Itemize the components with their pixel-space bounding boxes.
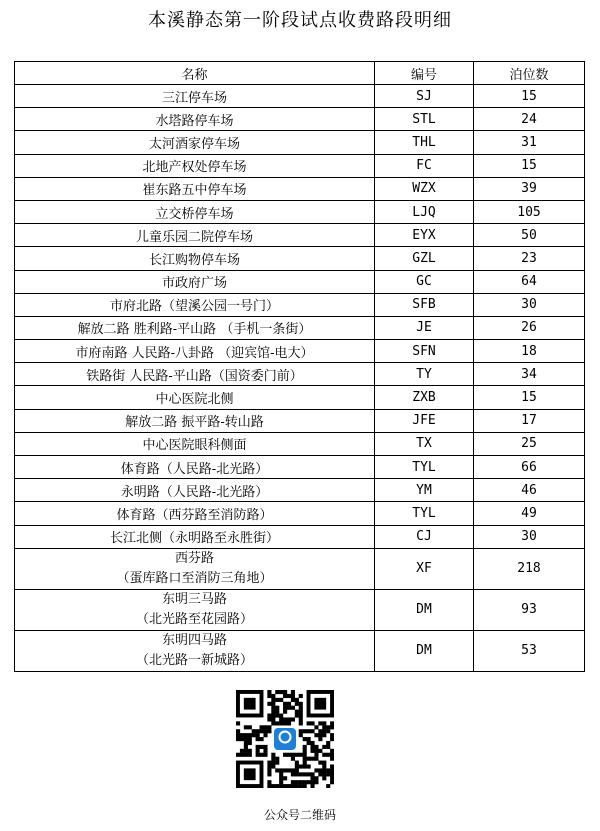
row-code: DM: [375, 630, 474, 671]
row-berth-count: 17: [474, 409, 585, 432]
page-title: 本溪静态第一阶段试点收费路段明细: [148, 10, 452, 31]
header-name: 名称: [15, 62, 375, 85]
row-berth-count: 39: [474, 177, 585, 200]
table-row: [15, 177, 585, 200]
table-row: [15, 432, 585, 455]
row-code: STL: [375, 108, 474, 131]
row-name: 解放二路 振平路-转山路: [15, 409, 375, 432]
row-name: 体育路（人民路-北光路）: [15, 456, 375, 479]
row-name: 中心医院北侧: [15, 386, 375, 409]
row-code: LJQ: [375, 200, 474, 223]
row-name: 儿童乐园二院停车场: [15, 224, 375, 247]
row-name: 市府北路（望溪公园一号门）: [15, 293, 375, 316]
table-row: [15, 131, 585, 154]
table-row: [15, 548, 585, 589]
table-row: [15, 293, 585, 316]
row-berth-count: 50: [474, 224, 585, 247]
row-code: WZX: [375, 177, 474, 200]
row-code: TX: [375, 432, 474, 455]
row-code: GC: [375, 270, 474, 293]
row-berth-count: 30: [474, 525, 585, 548]
row-name: 崔东路五中停车场: [15, 177, 375, 200]
row-name: 太河酒家停车场: [15, 131, 375, 154]
qr-finder-pattern: [236, 761, 263, 788]
row-berth-count: 15: [474, 154, 585, 177]
row-berth-count: 46: [474, 479, 585, 502]
row-berth-count: 31: [474, 131, 585, 154]
parking-fee-table: [14, 61, 585, 672]
qr-caption: 公众号二维码: [263, 808, 336, 822]
row-name: 中心医院眼科侧面: [15, 432, 375, 455]
row-berth-count: 15: [474, 85, 585, 108]
row-code: THL: [375, 131, 474, 154]
row-berth-count: 53: [474, 630, 585, 671]
table-row: [15, 630, 585, 671]
row-code: SFB: [375, 293, 474, 316]
row-name-line1: 东明三马路: [161, 591, 227, 607]
table-row: [15, 386, 585, 409]
row-berth-count: 24: [474, 108, 585, 131]
row-code: TYL: [375, 502, 474, 525]
row-name-line1: 东明四马路: [161, 632, 227, 648]
row-berth-count: 26: [474, 316, 585, 339]
table-row: [15, 270, 585, 293]
table-row: [15, 589, 585, 630]
table-row: [15, 224, 585, 247]
row-berth-count: 66: [474, 456, 585, 479]
row-name: 长江购物停车场: [15, 247, 375, 270]
row-name: 永明路（人民路-北光路）: [15, 479, 375, 502]
row-berth-count: 34: [474, 363, 585, 386]
row-name: 立交桥停车场: [15, 200, 375, 223]
row-berth-count: 15: [474, 386, 585, 409]
table-row: [15, 409, 585, 432]
header-berth-count: 泊位数: [474, 62, 585, 85]
row-code: EYX: [375, 224, 474, 247]
row-code: DM: [375, 589, 474, 630]
row-berth-count: 30: [474, 293, 585, 316]
table-row: [15, 154, 585, 177]
row-name: [15, 589, 375, 630]
row-name: 市政府广场: [15, 270, 375, 293]
row-code: XF: [375, 548, 474, 589]
row-name: 铁路街 人民路-平山路（国资委门前）: [15, 363, 375, 386]
row-name: 北地产权处停车场: [15, 154, 375, 177]
row-name: 长江北侧（永明路至永胜街）: [15, 525, 375, 548]
row-name: 解放二路 胜利路-平山路 （手机一条街）: [15, 316, 375, 339]
row-code: JFE: [375, 409, 474, 432]
table-row: [15, 525, 585, 548]
row-name-line2: （北光路一新城路）: [135, 652, 253, 668]
table-row: [15, 85, 585, 108]
row-berth-count: 93: [474, 589, 585, 630]
row-code: SJ: [375, 85, 474, 108]
row-name: 三江停车场: [15, 85, 375, 108]
row-code: TYL: [375, 456, 474, 479]
row-berth-count: 105: [474, 200, 585, 223]
row-berth-count: 64: [474, 270, 585, 293]
table-row: [15, 363, 585, 386]
table-row: [15, 456, 585, 479]
table-row: [15, 502, 585, 525]
row-code: CJ: [375, 525, 474, 548]
table-row: [15, 247, 585, 270]
row-code: FC: [375, 154, 474, 177]
row-name-line1: 西芬路: [174, 550, 214, 566]
row-code: ZXB: [375, 386, 474, 409]
table-row: [15, 479, 585, 502]
qr-finder-pattern: [236, 690, 263, 717]
table-row: [15, 200, 585, 223]
row-name: [15, 548, 375, 589]
row-name-line2: （蛋库路口至消防三角地）: [116, 570, 273, 586]
row-code: GZL: [375, 247, 474, 270]
row-berth-count: 49: [474, 502, 585, 525]
row-name-line2: （北光路至花园路）: [135, 611, 253, 627]
row-berth-count: 23: [474, 247, 585, 270]
qr-finder-pattern: [307, 690, 334, 717]
row-name: 水塔路停车场: [15, 108, 375, 131]
table-header-row: [15, 62, 585, 85]
table-row: [15, 316, 585, 339]
header-code: 编号: [375, 62, 474, 85]
row-berth-count: 18: [474, 340, 585, 363]
row-code: TY: [375, 363, 474, 386]
row-berth-count: 25: [474, 432, 585, 455]
row-name: [15, 630, 375, 671]
row-berth-count: 218: [474, 548, 585, 589]
row-name: 市府南路 人民路-八卦路 （迎宾馆-电大）: [15, 340, 375, 363]
row-code: YM: [375, 479, 474, 502]
row-code: JE: [375, 316, 474, 339]
row-code: SFN: [375, 340, 474, 363]
qr-code: [236, 690, 334, 788]
table-row: [15, 108, 585, 131]
table-row: [15, 340, 585, 363]
row-name: 体育路（西芬路至消防路）: [15, 502, 375, 525]
